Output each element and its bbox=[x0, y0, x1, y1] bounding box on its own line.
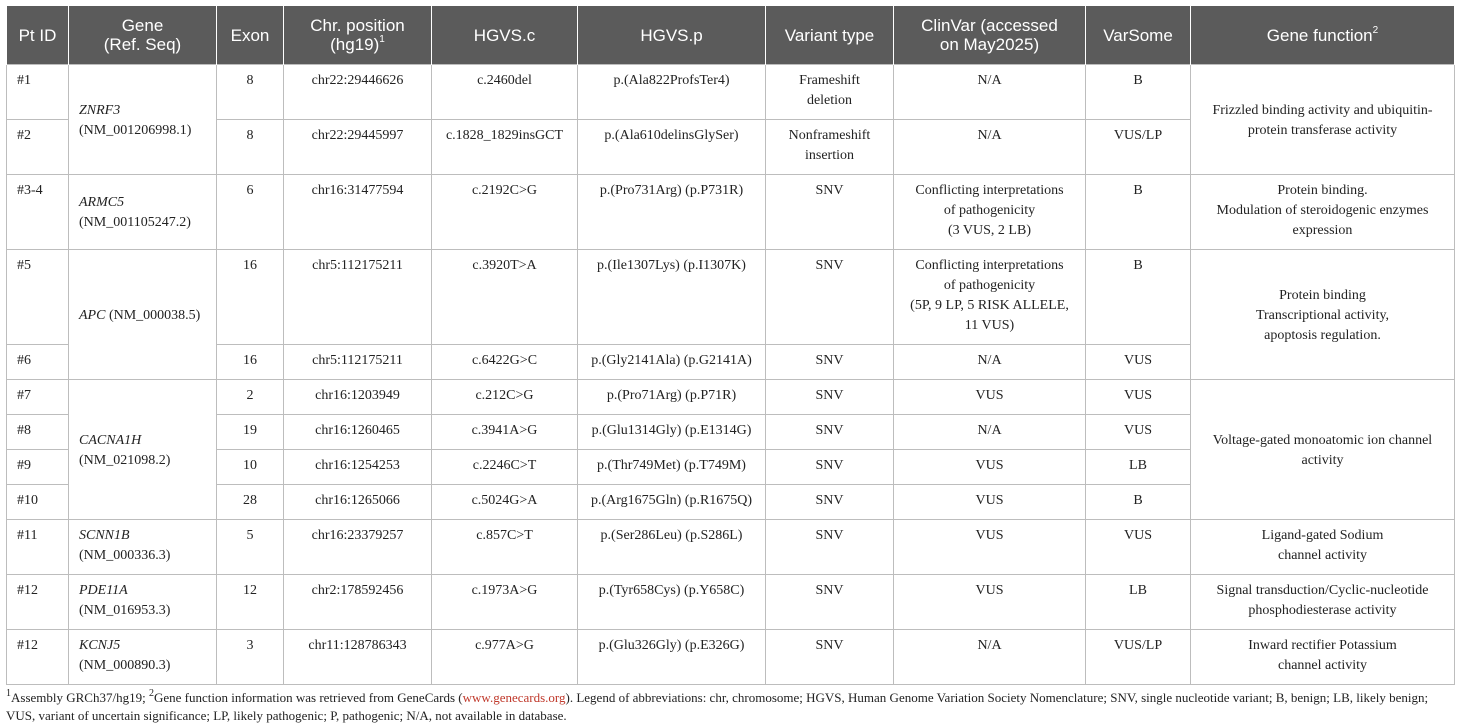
variant-type-text: SNV bbox=[815, 183, 844, 198]
table-row bbox=[7, 175, 1455, 250]
variant-type-text: SNV bbox=[815, 353, 844, 368]
clinvar-text: N/A bbox=[977, 353, 1002, 368]
footnote-marker: 2 bbox=[1372, 24, 1379, 36]
clinvar-text: VUS bbox=[975, 493, 1004, 508]
variant-type-text: SNV bbox=[815, 583, 844, 598]
chr-position-cell: chr16:1203949 bbox=[284, 380, 432, 415]
gene-function-text: activity bbox=[1301, 452, 1344, 468]
varsome-cell: VUS/LP bbox=[1086, 630, 1191, 685]
gene-function-text: phosphodiesterase activity bbox=[1248, 603, 1397, 618]
variant-type-cell bbox=[766, 380, 894, 415]
pt-id-cell: #7 bbox=[7, 380, 69, 415]
hgvs-p-cell: p.(Ala822ProfsTer4) bbox=[578, 65, 766, 120]
gene-function-cell bbox=[1191, 175, 1455, 250]
pt-id-cell: #1 bbox=[7, 65, 69, 120]
genecards-link[interactable]: www.genecards.org bbox=[462, 690, 566, 705]
variant-type-text: Frameshift bbox=[799, 73, 860, 88]
gene-cell bbox=[69, 65, 217, 175]
gene-cell bbox=[69, 630, 217, 685]
varsome-cell: VUS bbox=[1086, 380, 1191, 415]
ref-seq: (NM_000336.3) bbox=[79, 548, 171, 563]
hgvs-p-cell: p.(Ala610delinsGlySer) bbox=[578, 120, 766, 175]
clinvar-text: (3 VUS, 2 LB) bbox=[948, 223, 1031, 238]
variant-type-cell bbox=[766, 250, 894, 345]
exon-cell: 12 bbox=[217, 575, 284, 630]
variant-type-cell bbox=[766, 630, 894, 685]
header-hgvs-p bbox=[578, 6, 766, 65]
pt-id-cell: #6 bbox=[7, 345, 69, 380]
clinvar-text: VUS bbox=[975, 388, 1004, 403]
footnote-marker: 1 bbox=[6, 687, 11, 699]
clinvar-text: VUS bbox=[975, 528, 1004, 543]
gene-symbol: SCNN1B bbox=[79, 528, 130, 543]
header-label-line2: (hg19) bbox=[330, 35, 380, 54]
gene-function-cell bbox=[1191, 250, 1455, 380]
header-gene bbox=[69, 6, 217, 65]
clinvar-cell bbox=[894, 345, 1086, 380]
header-exon bbox=[217, 6, 284, 65]
footnote-text: ). Legend of abbreviations: chr, chromosome; HGVS, Human Genome Variation Society Nomenclature; SNV, single nucleotide variant; B, benign; LB, likely benign; VUS, variant of uncertain significance; LP, likely pathogenic; P, pathogenic; N/A, not available in database. bbox=[6, 690, 1429, 723]
variant-type-text: deletion bbox=[806, 93, 853, 108]
hgvs-p-cell: p.(Glu326Gly) (p.E326G) bbox=[578, 630, 766, 685]
header-label: HGVS.p bbox=[640, 25, 703, 45]
exon-cell: 5 bbox=[217, 520, 284, 575]
gene-symbol: ZNRF3 bbox=[79, 102, 121, 118]
gene-function-text: Frizzled binding activity and ubiquitin- bbox=[1212, 102, 1433, 118]
footnote-text: Assembly GRCh37/hg19; bbox=[11, 690, 149, 705]
gene-function-cell bbox=[1191, 520, 1455, 575]
hgvs-p-cell: p.(Ser286Leu) (p.S286L) bbox=[578, 520, 766, 575]
ref-seq: (NM_021098.2) bbox=[79, 452, 171, 468]
clinvar-text: 11 VUS) bbox=[964, 318, 1015, 333]
chr-position-cell: chr16:31477594 bbox=[284, 175, 432, 250]
clinvar-text: Conflicting interpretations bbox=[915, 183, 1064, 198]
gene-function-text: Protein binding bbox=[1279, 287, 1366, 303]
ref-seq: (NM_016953.3) bbox=[79, 603, 171, 618]
variant-type-cell bbox=[766, 345, 894, 380]
exon-cell: 3 bbox=[217, 630, 284, 685]
clinvar-cell bbox=[894, 520, 1086, 575]
table-row bbox=[7, 250, 1455, 345]
header-variant-type bbox=[766, 6, 894, 65]
gene-cell bbox=[69, 575, 217, 630]
header-hgvs-c bbox=[432, 6, 578, 65]
hgvs-c-cell: c.1973A>G bbox=[432, 575, 578, 630]
chr-position-cell: chr22:29445997 bbox=[284, 120, 432, 175]
header-label: Gene function bbox=[1266, 25, 1373, 45]
table-row bbox=[7, 575, 1455, 630]
hgvs-c-cell: c.1828_1829insGCT bbox=[432, 120, 578, 175]
varsome-cell: VUS bbox=[1086, 415, 1191, 450]
hgvs-p-cell: p.(Gly2141Ala) (p.G2141A) bbox=[578, 345, 766, 380]
gene-function-cell bbox=[1191, 575, 1455, 630]
exon-cell: 28 bbox=[217, 485, 284, 520]
table-body bbox=[7, 65, 1455, 685]
chr-position-cell: chr2:178592456 bbox=[284, 575, 432, 630]
gene-function-text: Transcriptional activity, bbox=[1255, 307, 1390, 323]
pt-id-cell: #9 bbox=[7, 450, 69, 485]
gene-function-text: Modulation of steroidogenic enzymes bbox=[1216, 203, 1429, 218]
variant-type-cell bbox=[766, 520, 894, 575]
clinvar-text: N/A bbox=[977, 423, 1002, 438]
gene-symbol: ARMC5 bbox=[79, 195, 125, 210]
footnote-marker: 2 bbox=[148, 687, 154, 699]
clinvar-cell bbox=[894, 450, 1086, 485]
hgvs-c-cell: c.977A>G bbox=[432, 630, 578, 685]
table-row bbox=[7, 380, 1455, 415]
header-pt-id bbox=[7, 6, 69, 65]
gene-function-text: Inward rectifier Potassium bbox=[1248, 638, 1397, 653]
header-row bbox=[7, 6, 1455, 65]
gene-function-cell bbox=[1191, 65, 1455, 175]
gene-symbol: KCNJ5 bbox=[79, 638, 121, 653]
ref-seq: (NM_001105247.2) bbox=[79, 215, 191, 230]
header-label: Gene bbox=[121, 16, 164, 35]
chr-position-cell: chr22:29446626 bbox=[284, 65, 432, 120]
hgvs-c-cell: c.2192C>G bbox=[432, 175, 578, 250]
footnote bbox=[6, 689, 1454, 725]
gene-function-cell bbox=[1191, 380, 1455, 520]
variant-type-cell bbox=[766, 120, 894, 175]
variants-table-container bbox=[6, 6, 1454, 725]
hgvs-c-cell: c.5024G>A bbox=[432, 485, 578, 520]
header-label: Exon bbox=[230, 25, 270, 45]
gene-cell bbox=[69, 250, 217, 380]
header-label-line2: (Ref. Seq) bbox=[103, 35, 182, 54]
clinvar-text: of pathogenicity bbox=[943, 278, 1036, 293]
variant-type-cell bbox=[766, 450, 894, 485]
gene-function-text: apoptosis regulation. bbox=[1264, 327, 1381, 343]
variant-type-cell bbox=[766, 175, 894, 250]
hgvs-c-cell: c.2460del bbox=[432, 65, 578, 120]
clinvar-cell bbox=[894, 250, 1086, 345]
clinvar-text: (5P, 9 LP, 5 RISK ALLELE, bbox=[910, 298, 1069, 313]
table-row bbox=[7, 520, 1455, 575]
gene-cell bbox=[69, 380, 217, 520]
exon-cell: 16 bbox=[217, 345, 284, 380]
clinvar-cell bbox=[894, 630, 1086, 685]
variant-type-text: SNV bbox=[815, 423, 844, 438]
header-gene-function bbox=[1191, 6, 1455, 65]
pt-id-cell: #11 bbox=[7, 520, 69, 575]
variant-type-text: SNV bbox=[815, 258, 844, 273]
header-chr-position bbox=[284, 6, 432, 65]
hgvs-c-cell: c.3920T>A bbox=[432, 250, 578, 345]
clinvar-cell bbox=[894, 380, 1086, 415]
clinvar-cell bbox=[894, 415, 1086, 450]
clinvar-cell bbox=[894, 575, 1086, 630]
varsome-cell: B bbox=[1086, 485, 1191, 520]
hgvs-p-cell: p.(Glu1314Gly) (p.E1314G) bbox=[578, 415, 766, 450]
hgvs-c-cell: c.6422G>C bbox=[432, 345, 578, 380]
gene-cell bbox=[69, 520, 217, 575]
hgvs-c-cell: c.2246C>T bbox=[432, 450, 578, 485]
hgvs-p-cell: p.(Tyr658Cys) (p.Y658C) bbox=[578, 575, 766, 630]
header-label: Variant type bbox=[784, 25, 875, 45]
variant-type-text: SNV bbox=[815, 458, 844, 473]
variant-type-text: SNV bbox=[815, 638, 844, 653]
header-label-line2: on May2025) bbox=[939, 35, 1040, 54]
hgvs-c-cell: c.3941A>G bbox=[432, 415, 578, 450]
exon-cell: 8 bbox=[217, 120, 284, 175]
varsome-cell: B bbox=[1086, 175, 1191, 250]
exon-cell: 2 bbox=[217, 380, 284, 415]
clinvar-text: of pathogenicity bbox=[943, 203, 1036, 218]
variant-type-text: Nonframeshift bbox=[788, 128, 871, 143]
variant-type-text: insertion bbox=[805, 148, 854, 163]
pt-id-cell: #10 bbox=[7, 485, 69, 520]
header-label: HGVS.c bbox=[473, 25, 536, 45]
clinvar-cell bbox=[894, 485, 1086, 520]
varsome-cell: VUS/LP bbox=[1086, 120, 1191, 175]
gene-function-text: Signal transduction/Cyclic-nucleotide bbox=[1216, 583, 1429, 598]
gene-function-text: Ligand-gated Sodium bbox=[1261, 528, 1384, 543]
clinvar-text: VUS bbox=[975, 583, 1004, 598]
varsome-cell: B bbox=[1086, 250, 1191, 345]
gene-function-text: protein transferase activity bbox=[1247, 122, 1398, 138]
varsome-cell: B bbox=[1086, 65, 1191, 120]
table-row bbox=[7, 630, 1455, 685]
clinvar-text: VUS bbox=[975, 458, 1004, 473]
exon-cell: 8 bbox=[217, 65, 284, 120]
clinvar-cell bbox=[894, 175, 1086, 250]
ref-seq: (NM_000890.3) bbox=[79, 658, 171, 673]
varsome-cell: LB bbox=[1086, 575, 1191, 630]
variant-type-cell bbox=[766, 575, 894, 630]
pt-id-cell: #12 bbox=[7, 575, 69, 630]
varsome-cell: VUS bbox=[1086, 520, 1191, 575]
clinvar-text: N/A bbox=[977, 73, 1002, 88]
varsome-cell: LB bbox=[1086, 450, 1191, 485]
variant-type-cell bbox=[766, 65, 894, 120]
gene-cell bbox=[69, 175, 217, 250]
chr-position-cell: chr16:1265066 bbox=[284, 485, 432, 520]
ref-seq: (NM_001206998.1) bbox=[79, 122, 192, 138]
gene-function-text: channel activity bbox=[1277, 658, 1368, 673]
chr-position-cell: chr16:1254253 bbox=[284, 450, 432, 485]
pt-id-cell: #2 bbox=[7, 120, 69, 175]
clinvar-text: N/A bbox=[977, 638, 1002, 653]
chr-position-cell: chr16:1260465 bbox=[284, 415, 432, 450]
hgvs-p-cell: p.(Pro71Arg) (p.P71R) bbox=[578, 380, 766, 415]
footnote-text: Gene function information was retrieved from GeneCards ( bbox=[153, 690, 463, 705]
pt-id-cell: #8 bbox=[7, 415, 69, 450]
gene-symbol: APC bbox=[79, 307, 106, 323]
header-clinvar bbox=[894, 6, 1086, 65]
gene-symbol: PDE11A bbox=[79, 583, 128, 598]
hgvs-c-cell: c.857C>T bbox=[432, 520, 578, 575]
header-label: Chr. position bbox=[310, 16, 405, 35]
gene-function-text: Protein binding. bbox=[1277, 183, 1368, 198]
variant-type-text: SNV bbox=[815, 528, 844, 543]
gene-function-text: expression bbox=[1292, 223, 1353, 238]
chr-position-cell: chr11:128786343 bbox=[284, 630, 432, 685]
variant-type-text: SNV bbox=[815, 493, 844, 508]
footnote-marker: 1 bbox=[379, 34, 385, 46]
variant-type-cell bbox=[766, 415, 894, 450]
variant-type-text: SNV bbox=[815, 388, 844, 403]
header-label: Pt ID bbox=[18, 25, 57, 45]
chr-position-cell: chr16:23379257 bbox=[284, 520, 432, 575]
hgvs-p-cell: p.(Thr749Met) (p.T749M) bbox=[578, 450, 766, 485]
header-varsome bbox=[1086, 6, 1191, 65]
table-row bbox=[7, 65, 1455, 120]
header-label: ClinVar (accessed bbox=[921, 16, 1058, 35]
gene-symbol: CACNA1H bbox=[79, 432, 142, 448]
exon-cell: 6 bbox=[217, 175, 284, 250]
pt-id-cell: #3-4 bbox=[7, 175, 69, 250]
hgvs-p-cell: p.(Pro731Arg) (p.P731R) bbox=[578, 175, 766, 250]
exon-cell: 10 bbox=[217, 450, 284, 485]
variants-table bbox=[6, 6, 1455, 685]
ref-seq: (NM_000038.5) bbox=[108, 307, 201, 323]
variant-type-cell bbox=[766, 485, 894, 520]
varsome-cell: VUS bbox=[1086, 345, 1191, 380]
exon-cell: 19 bbox=[217, 415, 284, 450]
hgvs-p-cell: p.(Ile1307Lys) (p.I1307K) bbox=[578, 250, 766, 345]
clinvar-text: N/A bbox=[977, 128, 1002, 143]
pt-id-cell: #5 bbox=[7, 250, 69, 345]
chr-position-cell: chr5:112175211 bbox=[284, 250, 432, 345]
clinvar-text: Conflicting interpretations bbox=[915, 258, 1064, 273]
hgvs-p-cell: p.(Arg1675Gln) (p.R1675Q) bbox=[578, 485, 766, 520]
gene-function-text: Voltage-gated monoatomic ion channel bbox=[1212, 432, 1433, 448]
clinvar-cell bbox=[894, 120, 1086, 175]
header-label: VarSome bbox=[1103, 25, 1173, 45]
exon-cell: 16 bbox=[217, 250, 284, 345]
hgvs-c-cell: c.212C>G bbox=[432, 380, 578, 415]
gene-function-cell bbox=[1191, 630, 1455, 685]
gene-function-text: channel activity bbox=[1277, 548, 1368, 563]
clinvar-cell bbox=[894, 65, 1086, 120]
pt-id-cell: #12 bbox=[7, 630, 69, 685]
chr-position-cell: chr5:112175211 bbox=[284, 345, 432, 380]
